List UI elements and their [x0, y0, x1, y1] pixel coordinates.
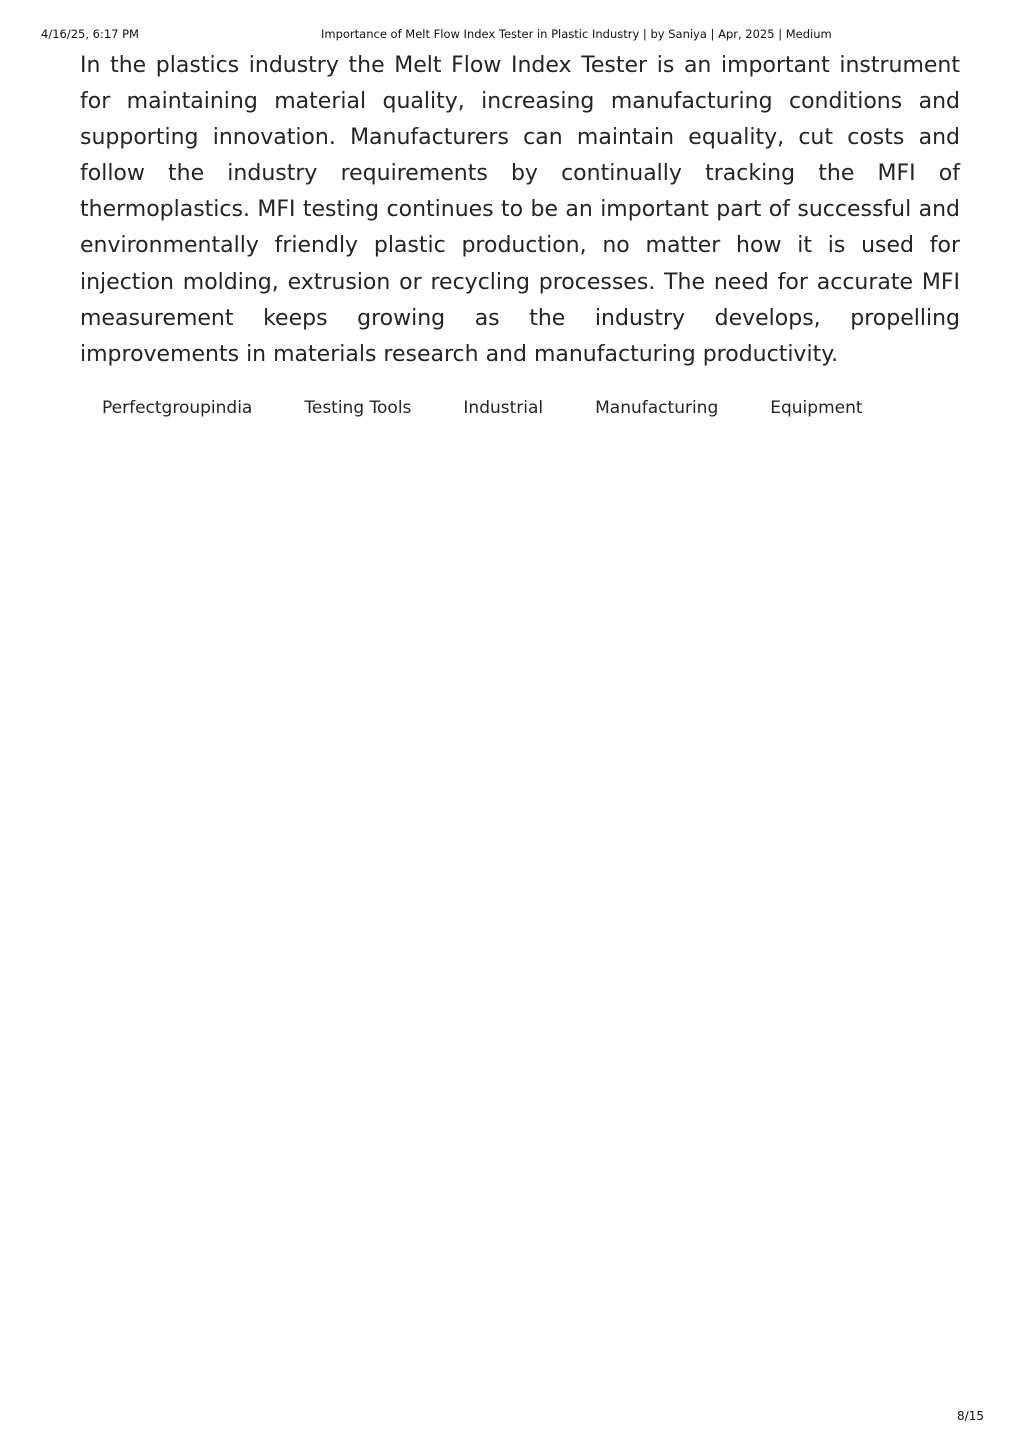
tag-industrial[interactable]: Industrial [441, 393, 565, 423]
print-date: 4/16/25, 6:17 PM [41, 27, 139, 41]
tag-manufacturing[interactable]: Manufacturing [573, 393, 740, 423]
page-number: 8/15 [957, 1409, 984, 1423]
tag-testing-tools[interactable]: Testing Tools [282, 393, 433, 423]
tag-equipment[interactable]: Equipment [748, 393, 884, 423]
tag-list [80, 393, 960, 423]
tag-perfectgroupindia[interactable]: Perfectgroupindia [80, 393, 274, 423]
article-paragraph: In the plastics industry the Melt Flow Index Tester is an important instrument for maintaining material quality, increasing manufacturing conditions and supporting innovation. Manufacturers can maintain equality, cut costs and follow the industry requirements by continually tracking the MFI of thermoplastics. MFI testing continues to be an important part of successful and environmentally friendly plastic production, no matter how it is used for injection molding, extrusion or recycling processes. The need for accurate MFI measurement keeps growing as the industry develops, propelling improvements in materials research and manufacturing productivity. [80, 53, 960, 367]
print-page-title: Importance of Melt Flow Index Tester in Plastic Industry | by Saniya | Apr, 2025 | Medium [321, 27, 832, 41]
print-header [41, 27, 984, 45]
